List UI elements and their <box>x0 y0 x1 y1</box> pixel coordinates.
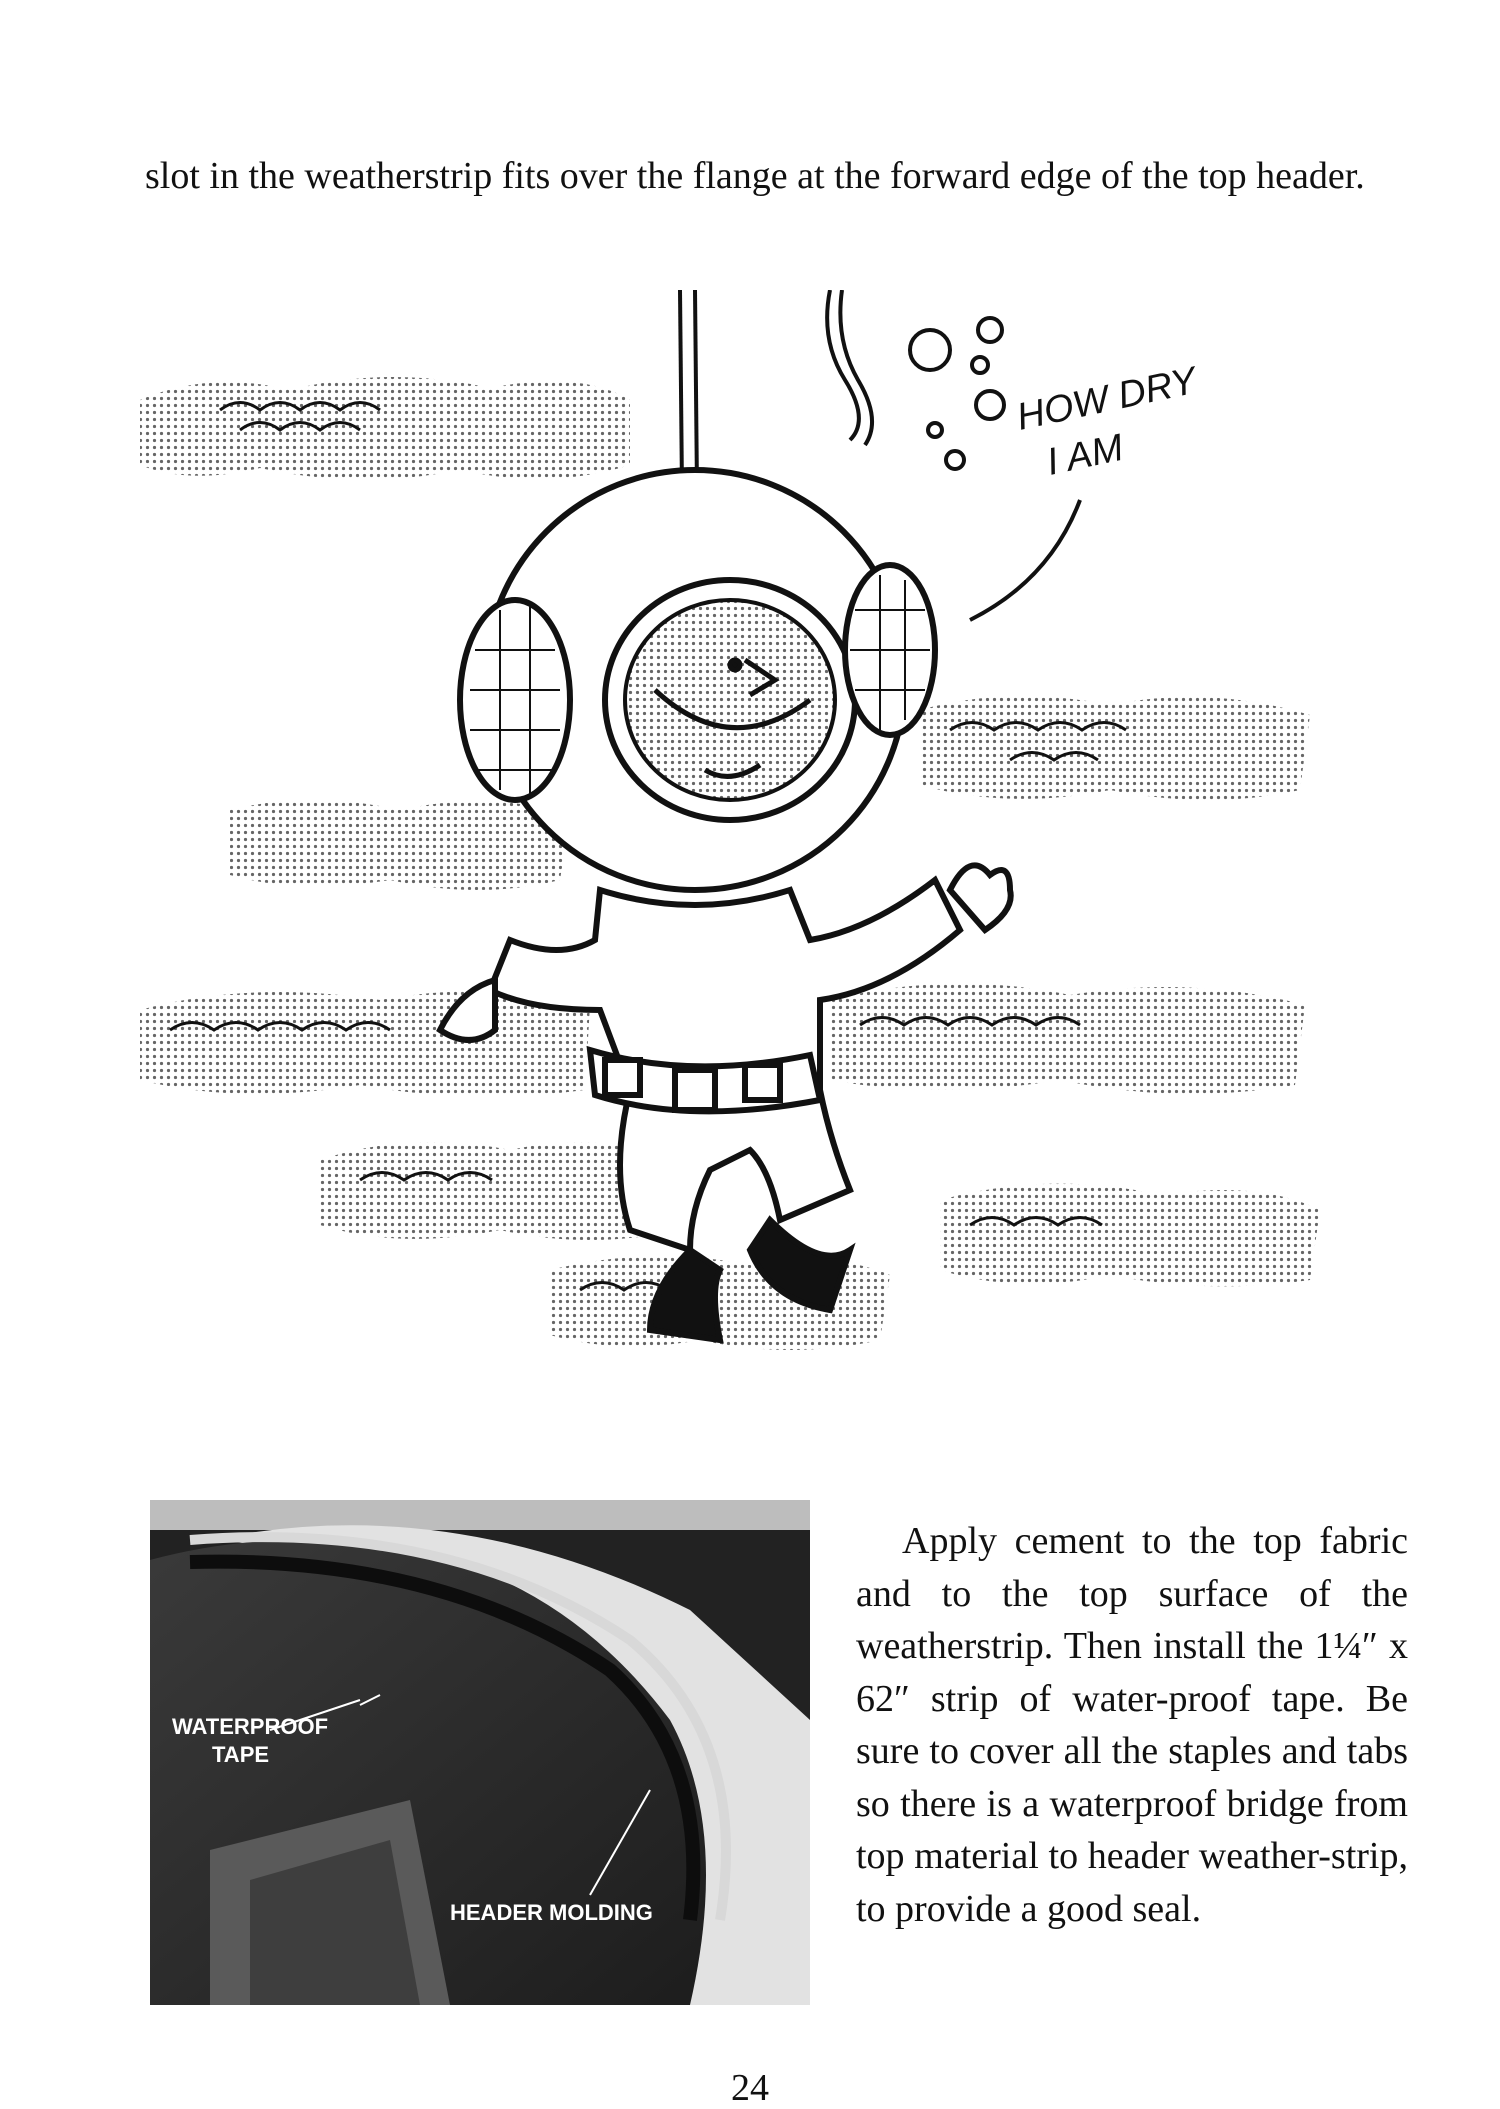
header-molding-photo <box>150 1500 810 2005</box>
label-waterproof-tape-line1: WATERPROOF <box>172 1714 329 1739</box>
speech-text-line1: HOW DRY <box>1013 359 1201 439</box>
page-number: 24 <box>731 2067 769 2109</box>
intro-paragraph: slot in the weatherstrip fits over the flange at the forward edge of the top header. <box>145 155 1365 197</box>
speech-text-line2: I AM <box>1043 426 1127 484</box>
bubbles <box>910 318 1004 469</box>
instruction-paragraph: Apply cement to the top fabric and to the top surface of the weatherstrip. Then install the 1¼″ x 62″ strip of water-proof tape. Be sure to cover all the staples and tabs so there is a waterproof bridge from top material to header weather-strip, to provide a good seal. <box>856 1520 1408 1930</box>
label-header-molding: HEADER MOLDING <box>450 1900 653 1925</box>
diver-cartoon-illustration <box>130 290 1380 1440</box>
speech-bubble <box>970 359 1203 620</box>
label-waterproof-tape-line2: TAPE <box>212 1742 270 1767</box>
